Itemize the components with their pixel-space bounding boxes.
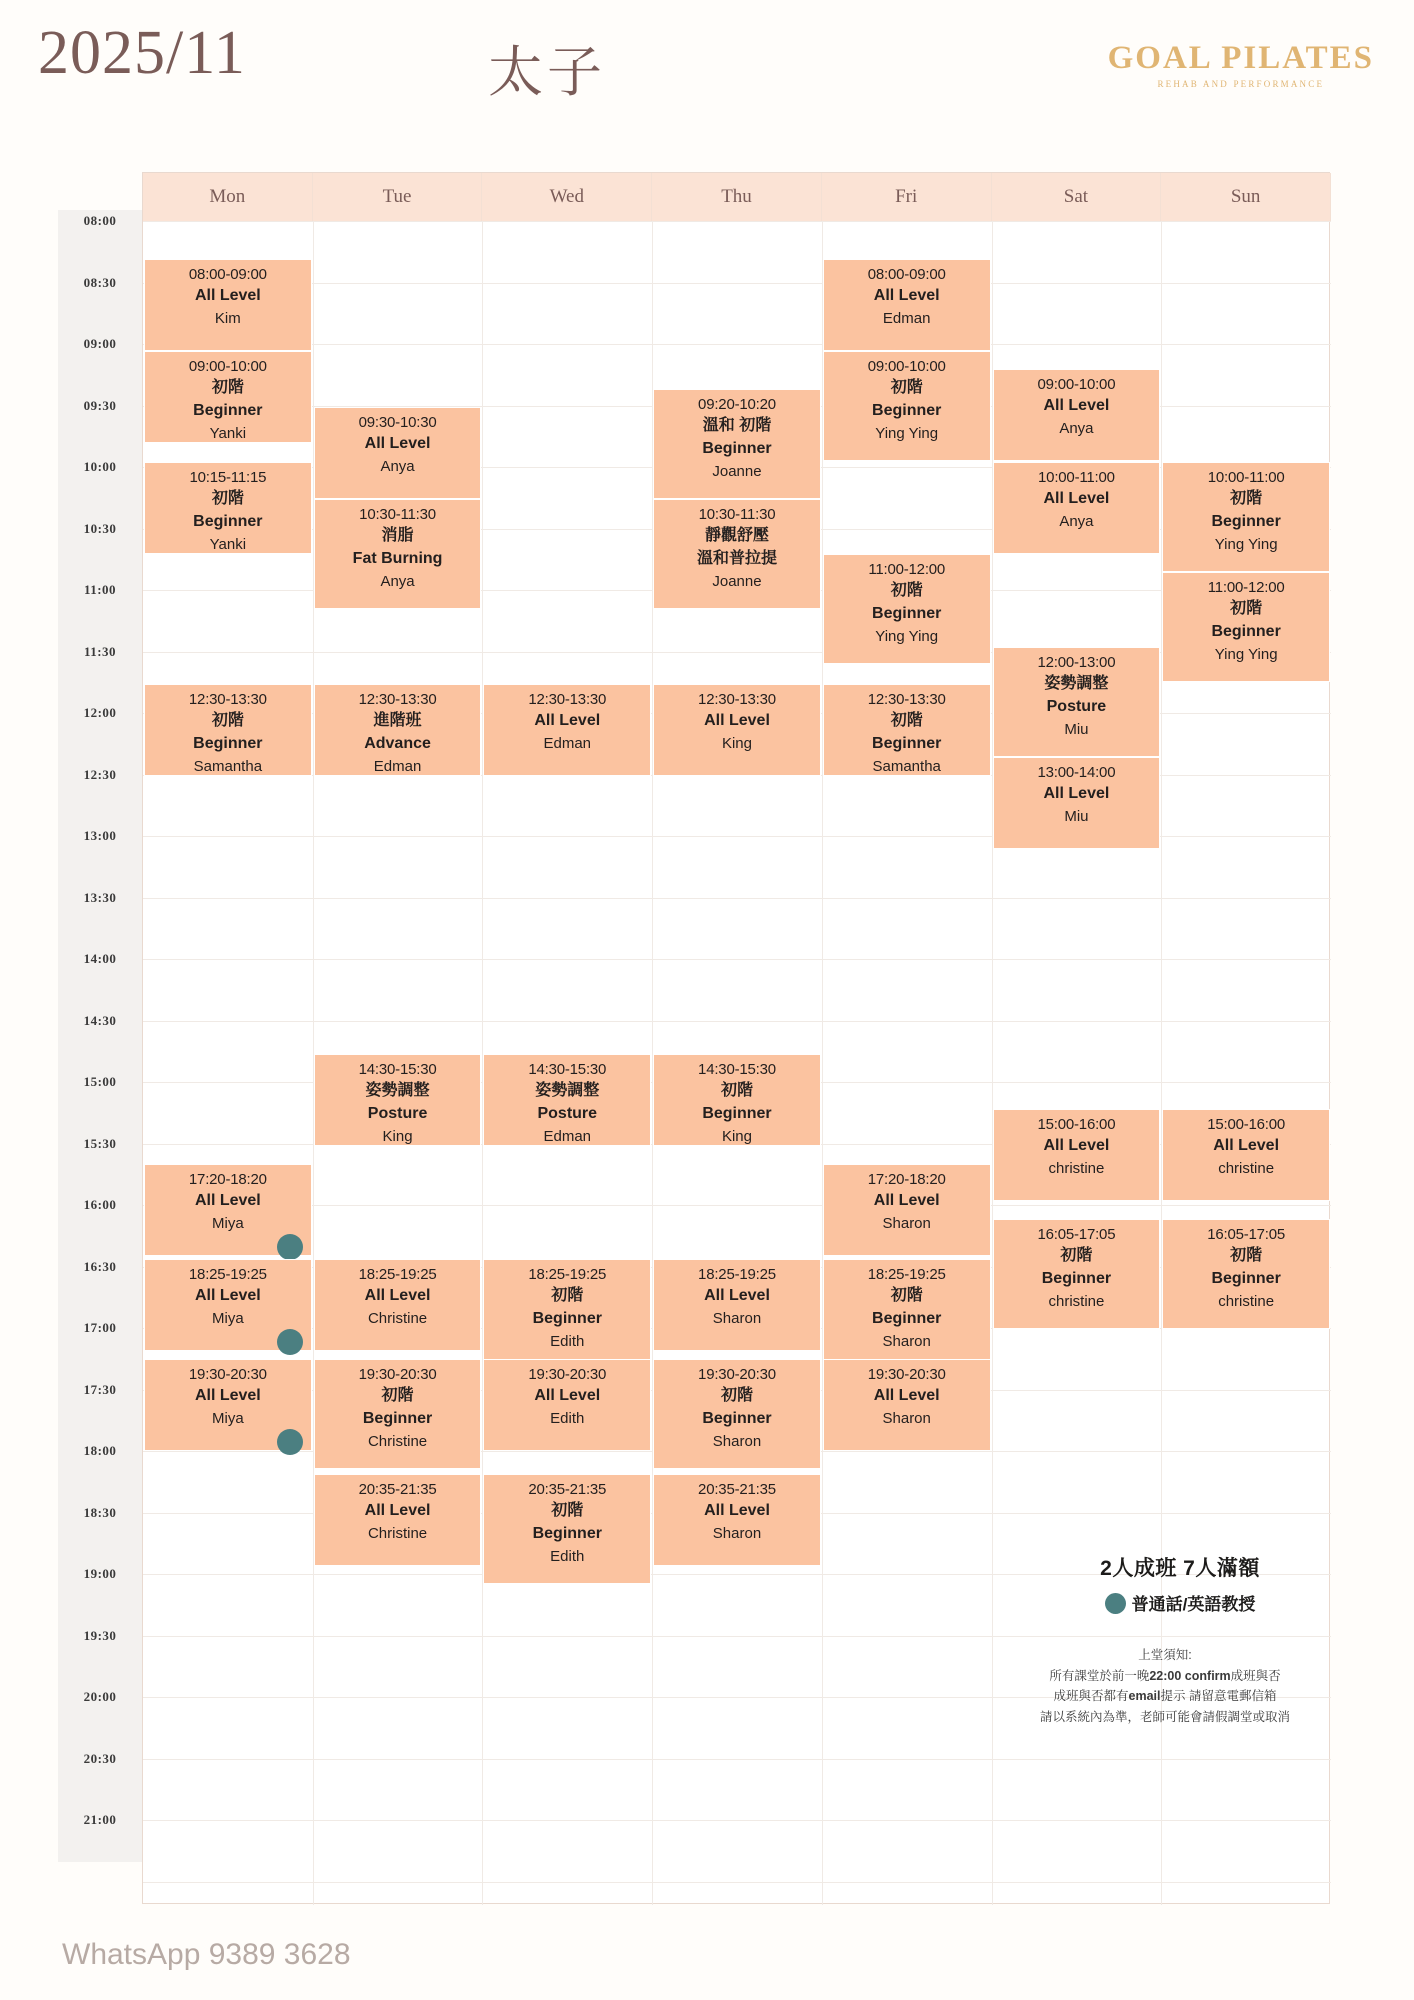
class-time: 12:00-13:00: [1037, 654, 1116, 671]
class-teacher: Christine: [367, 1525, 428, 1543]
class-teacher: Edman: [543, 735, 592, 753]
class-level: All Level: [704, 1502, 770, 1520]
class-level: All Level: [364, 435, 431, 453]
class-block[interactable]: [823, 259, 991, 351]
class-block[interactable]: [314, 1259, 482, 1351]
class-name-zh: 姿勢調整: [535, 1082, 600, 1100]
class-teacher: Anya: [380, 572, 415, 590]
class-block[interactable]: [823, 1259, 991, 1369]
class-name-zh: 初階: [381, 1387, 414, 1405]
class-time: 14:30-15:30: [358, 1061, 437, 1078]
grid-line-horizontal: [143, 1882, 1331, 1883]
class-block[interactable]: [993, 647, 1161, 757]
class-time: 09:00-10:00: [1037, 376, 1116, 393]
class-block[interactable]: [823, 1164, 991, 1256]
time-axis: [58, 210, 142, 1862]
class-time: 10:15-11:15: [189, 469, 267, 486]
class-level: Beginner: [702, 1410, 772, 1428]
class-time: 10:30-11:30: [698, 506, 776, 523]
class-level: Beginner: [872, 605, 942, 623]
class-teacher: Sharon: [882, 1332, 931, 1350]
class-block[interactable]: [993, 1219, 1161, 1329]
class-level: Beginner: [1041, 1270, 1112, 1288]
day-header-mon: Mon: [143, 173, 313, 221]
class-block[interactable]: [483, 1054, 651, 1146]
class-teacher: Miu: [1064, 720, 1089, 738]
grid-line-horizontal: [143, 1021, 1331, 1022]
logo-wordmark: GOAL PILATES: [1107, 40, 1374, 76]
day-header-tue: Tue: [313, 173, 483, 221]
class-block[interactable]: [483, 1474, 651, 1584]
class-time: 19:30-20:30: [867, 1366, 946, 1383]
time-label: 14:30: [83, 1012, 117, 1028]
class-block[interactable]: [1162, 572, 1330, 682]
class-level: Beginner: [1211, 1270, 1281, 1288]
fineprint-line-1: 上堂須知:: [1138, 1648, 1192, 1662]
page-header: [0, 0, 1414, 130]
class-time: 20:35-21:35: [358, 1481, 437, 1498]
class-level: All Level: [194, 1192, 261, 1210]
class-level: All Level: [194, 287, 261, 305]
class-level: All Level: [194, 1287, 261, 1305]
class-name-zh: 初階: [890, 1287, 923, 1305]
time-label: 18:00: [83, 1443, 117, 1458]
time-label: 13:30: [83, 889, 117, 905]
grid-line-horizontal: [143, 1820, 1331, 1821]
class-name-zh: 溫和普拉提: [696, 550, 777, 568]
class-level: All Level: [1043, 785, 1110, 803]
fineprint-line-3: 成班與否都有email提示 請留意電郵信箱: [1053, 1689, 1277, 1704]
class-time: 12:30-13:30: [698, 691, 776, 708]
grid-line-horizontal: [143, 959, 1331, 960]
class-name-zh: 初階: [890, 712, 923, 730]
class-level: All Level: [704, 1287, 770, 1305]
class-block[interactable]: [144, 351, 312, 443]
mandarin-dot-icon: [1105, 1593, 1126, 1614]
class-level: Posture: [537, 1105, 598, 1123]
note-language: 普通話/英語教授: [1030, 1590, 1330, 1615]
day-header-thu: Thu: [652, 173, 822, 221]
day-header-wed: Wed: [482, 173, 652, 221]
class-block[interactable]: [1162, 462, 1330, 572]
class-block[interactable]: [993, 462, 1161, 554]
class-teacher: Miya: [212, 1310, 244, 1328]
grid-line-horizontal: [143, 1636, 1331, 1637]
class-time: 20:35-21:35: [528, 1481, 607, 1498]
class-teacher: Yanki: [209, 424, 247, 442]
class-teacher: christine: [1048, 1160, 1105, 1178]
fineprint: [1000, 1645, 1330, 1728]
class-teacher: Sharon: [712, 1432, 762, 1450]
class-teacher: christine: [1048, 1292, 1105, 1310]
class-teacher: Christine: [367, 1432, 428, 1450]
class-block[interactable]: [144, 684, 312, 776]
class-level: All Level: [194, 1387, 261, 1405]
class-block[interactable]: [653, 1359, 821, 1469]
class-block[interactable]: [144, 259, 312, 351]
class-block[interactable]: [653, 684, 821, 776]
class-time: 15:00-16:00: [1207, 1116, 1286, 1133]
class-teacher: Ying Ying: [1214, 535, 1278, 553]
class-name-zh: 初階: [890, 379, 923, 397]
class-time: 09:00-10:00: [188, 358, 267, 375]
class-time: 19:30-20:30: [358, 1366, 437, 1383]
class-block[interactable]: [314, 1054, 482, 1146]
class-teacher: Kim: [214, 310, 241, 328]
class-teacher: Samantha: [872, 757, 941, 775]
class-block[interactable]: [993, 369, 1161, 461]
class-block[interactable]: [483, 1359, 651, 1451]
class-time: 09:20-10:20: [698, 396, 776, 413]
class-time: 14:30-15:30: [698, 1061, 776, 1078]
class-time: 12:30-13:30: [358, 691, 437, 708]
class-name-zh: 初階: [1060, 1247, 1093, 1265]
class-teacher: Joanne: [712, 572, 762, 590]
time-label: 09:30: [83, 397, 117, 413]
class-block[interactable]: [1162, 1109, 1330, 1201]
class-level: Posture: [1046, 698, 1107, 716]
class-teacher: Sharon: [712, 1310, 762, 1328]
time-label: 12:30: [83, 766, 117, 782]
class-teacher: Joanne: [712, 462, 762, 480]
class-name-zh: 初階: [1230, 490, 1263, 508]
class-teacher: Yanki: [209, 535, 247, 553]
class-time: 16:05-17:05: [1207, 1226, 1286, 1243]
class-teacher: christine: [1218, 1160, 1275, 1178]
time-label: 13:00: [83, 828, 117, 843]
class-time: 10:00-11:00: [1038, 469, 1115, 486]
class-time: 19:30-20:30: [528, 1366, 607, 1383]
class-level: Beginner: [193, 735, 263, 753]
class-teacher: Anya: [380, 458, 415, 476]
class-time: 15:00-16:00: [1037, 1116, 1116, 1133]
class-level: All Level: [1043, 490, 1110, 508]
class-time: 18:25-19:25: [698, 1266, 776, 1283]
class-time: 14:30-15:30: [528, 1061, 607, 1078]
class-time: 11:00-12:00: [1207, 579, 1285, 596]
class-name-zh: 溫和 初階: [702, 417, 772, 435]
class-block[interactable]: [823, 351, 991, 461]
page-title-location: 太子: [488, 42, 607, 103]
class-level: Fat Burning: [352, 550, 443, 568]
class-level: All Level: [364, 1287, 431, 1305]
class-name-zh: 初階: [890, 582, 923, 600]
class-level: Beginner: [702, 440, 772, 458]
time-label: 10:30: [83, 520, 117, 536]
class-name-zh: 初階: [211, 712, 244, 730]
time-label: 17:00: [83, 1320, 117, 1335]
class-block[interactable]: [314, 1474, 482, 1566]
class-time: 08:00-09:00: [867, 266, 946, 283]
time-label: 14:00: [83, 951, 117, 966]
time-label: 08:30: [83, 274, 117, 290]
class-block[interactable]: [144, 462, 312, 554]
grid-line-horizontal: [143, 344, 1331, 345]
class-level: All Level: [1043, 1137, 1110, 1155]
class-name-zh: 初階: [551, 1287, 584, 1305]
time-label: 21:00: [83, 1812, 117, 1827]
class-time: 18:25-19:25: [188, 1266, 267, 1283]
class-level: Beginner: [193, 402, 263, 420]
class-block[interactable]: [653, 389, 821, 499]
class-level: All Level: [704, 712, 770, 730]
class-block[interactable]: [653, 499, 821, 609]
class-block[interactable]: [314, 499, 482, 609]
class-block[interactable]: [483, 684, 651, 776]
class-block[interactable]: [314, 407, 482, 499]
class-name-zh: 初階: [211, 490, 244, 508]
class-time: 12:30-13:30: [188, 691, 267, 708]
time-label: 15:30: [83, 1135, 117, 1151]
class-time: 18:25-19:25: [358, 1266, 437, 1283]
class-teacher: Christine: [367, 1310, 428, 1328]
class-block[interactable]: [993, 1109, 1161, 1201]
class-time: 19:30-20:30: [698, 1366, 776, 1383]
class-teacher: King: [721, 1127, 752, 1145]
class-name-zh: 姿勢調整: [365, 1082, 430, 1100]
class-block[interactable]: [823, 554, 991, 664]
class-level: Advance: [364, 735, 431, 753]
day-header-fri: Fri: [822, 173, 992, 221]
class-teacher: Ying Ying: [1214, 645, 1278, 663]
class-name-zh: 進階班: [373, 712, 422, 730]
class-level: Beginner: [1211, 513, 1281, 531]
class-block[interactable]: [823, 684, 991, 776]
time-label: 11:00: [83, 582, 117, 597]
class-time: 13:00-14:00: [1037, 764, 1116, 781]
class-teacher: Miu: [1064, 808, 1089, 826]
class-name-zh: 初階: [211, 379, 244, 397]
class-name-zh: 消脂: [381, 527, 414, 545]
class-teacher: Edith: [550, 1410, 585, 1428]
class-time: 17:20-18:20: [188, 1171, 267, 1188]
class-level: All Level: [364, 1502, 431, 1520]
class-teacher: Edith: [550, 1547, 585, 1565]
time-label: 20:00: [83, 1689, 117, 1704]
day-header-sat: Sat: [992, 173, 1162, 221]
class-time: 19:30-20:30: [188, 1366, 267, 1383]
class-level: All Level: [1213, 1137, 1280, 1155]
class-level: All Level: [534, 1387, 601, 1405]
class-name-zh: 初階: [720, 1387, 753, 1405]
class-teacher: Anya: [1059, 420, 1094, 438]
class-block[interactable]: [653, 1474, 821, 1566]
class-time: 18:25-19:25: [867, 1266, 946, 1283]
note-capacity: 2人成班 7人滿額: [1100, 1557, 1260, 1580]
time-label: 11:30: [83, 643, 117, 659]
time-label: 15:00: [83, 1074, 117, 1089]
class-time: 08:00-09:00: [188, 266, 267, 283]
class-name-zh: 初階: [1230, 1247, 1263, 1265]
class-level: Beginner: [872, 735, 942, 753]
class-time: 10:30-11:30: [359, 506, 436, 523]
class-level: Beginner: [532, 1310, 602, 1328]
class-time: 12:30-13:30: [867, 691, 946, 708]
time-label: 12:00: [83, 705, 117, 720]
time-label: 10:00: [83, 459, 117, 474]
class-name-zh: 初階: [1230, 600, 1263, 618]
class-teacher: christine: [1218, 1292, 1275, 1310]
class-level: Beginner: [532, 1525, 602, 1543]
class-teacher: Miya: [212, 1215, 244, 1233]
logo-tagline: REHAB AND PERFORMANCE: [1157, 79, 1325, 89]
fineprint-line-2: 所有課堂於前一晚22:00 confirm成班與否: [1049, 1668, 1281, 1683]
class-level: Beginner: [702, 1105, 772, 1123]
class-time: 18:25-19:25: [528, 1266, 607, 1283]
class-block[interactable]: [1162, 1219, 1330, 1329]
class-level: Posture: [367, 1105, 428, 1123]
class-teacher: Edman: [882, 310, 931, 328]
class-teacher: Ying Ying: [875, 627, 939, 645]
class-block[interactable]: [823, 1359, 991, 1451]
class-block[interactable]: [483, 1259, 651, 1369]
grid-line-horizontal: [143, 898, 1331, 899]
class-level: Beginner: [872, 1310, 942, 1328]
grid-line-horizontal: [143, 283, 1331, 284]
class-teacher: Anya: [1059, 513, 1094, 531]
class-teacher: Edith: [550, 1332, 585, 1350]
capacity-notes: [1030, 1552, 1330, 1615]
time-label: 20:30: [83, 1750, 117, 1766]
class-teacher: King: [382, 1127, 413, 1145]
time-label: 08:00: [83, 213, 117, 228]
time-label: 09:00: [83, 336, 117, 351]
time-label: 17:30: [83, 1381, 117, 1397]
mandarin-dot-icon: [277, 1234, 303, 1260]
page-title-date: 2025/11: [38, 19, 246, 87]
day-header-sun: Sun: [1161, 173, 1331, 221]
class-teacher: Edman: [543, 1127, 592, 1145]
class-level: Beginner: [362, 1410, 433, 1428]
class-time: 17:20-18:20: [867, 1171, 946, 1188]
class-teacher: Sharon: [882, 1410, 931, 1428]
class-block[interactable]: [314, 684, 482, 776]
class-time: 12:30-13:30: [528, 691, 607, 708]
grid-line-vertical: [822, 221, 823, 1905]
class-block[interactable]: [314, 1359, 482, 1469]
class-name-zh: 姿勢調整: [1044, 675, 1109, 693]
class-teacher: King: [721, 735, 752, 753]
class-level: All Level: [873, 1387, 940, 1405]
class-name-zh: 靜觀舒壓: [704, 527, 769, 545]
time-label: 19:30: [83, 1627, 117, 1643]
class-level: All Level: [1043, 397, 1110, 415]
class-time: 10:00-11:00: [1207, 469, 1285, 486]
time-label: 16:00: [83, 1197, 117, 1212]
class-level: Beginner: [1211, 623, 1281, 641]
time-label: 19:00: [83, 1566, 117, 1581]
class-level: Beginner: [872, 402, 942, 420]
time-label: 16:30: [83, 1258, 117, 1274]
class-name-zh: 初階: [720, 1082, 753, 1100]
grid-line-horizontal: [143, 221, 1331, 222]
class-time: 20:35-21:35: [698, 1481, 776, 1498]
class-teacher: Sharon: [712, 1525, 762, 1543]
class-time: 09:00-10:00: [867, 358, 946, 375]
class-level: Beginner: [193, 513, 263, 531]
class-teacher: Samantha: [193, 757, 263, 775]
class-teacher: Ying Ying: [875, 424, 939, 442]
grid-line-horizontal: [143, 1759, 1331, 1760]
class-block[interactable]: [653, 1054, 821, 1146]
class-time: 16:05-17:05: [1037, 1226, 1116, 1243]
mandarin-dot-icon: [277, 1429, 303, 1455]
grid-line-horizontal: [143, 1205, 1331, 1206]
class-teacher: Sharon: [882, 1215, 931, 1233]
mandarin-dot-icon: [277, 1329, 303, 1355]
class-level: All Level: [873, 1192, 940, 1210]
class-block[interactable]: [653, 1259, 821, 1351]
whatsapp-contact: WhatsApp 9389 3628: [62, 1938, 351, 1971]
class-block[interactable]: [993, 757, 1161, 849]
class-level: All Level: [873, 287, 940, 305]
class-name-zh: 初階: [551, 1502, 584, 1520]
time-label: 18:30: [83, 1504, 117, 1520]
class-teacher: Miya: [212, 1410, 244, 1428]
fineprint-line-4: 請以系統內為準，老師可能會請假調堂或取消: [1039, 1709, 1290, 1724]
class-time: 11:00-12:00: [868, 561, 946, 578]
brand-logo: [1108, 40, 1374, 89]
class-level: All Level: [534, 712, 601, 730]
class-teacher: Edman: [373, 757, 422, 775]
class-time: 09:30-10:30: [358, 414, 437, 431]
